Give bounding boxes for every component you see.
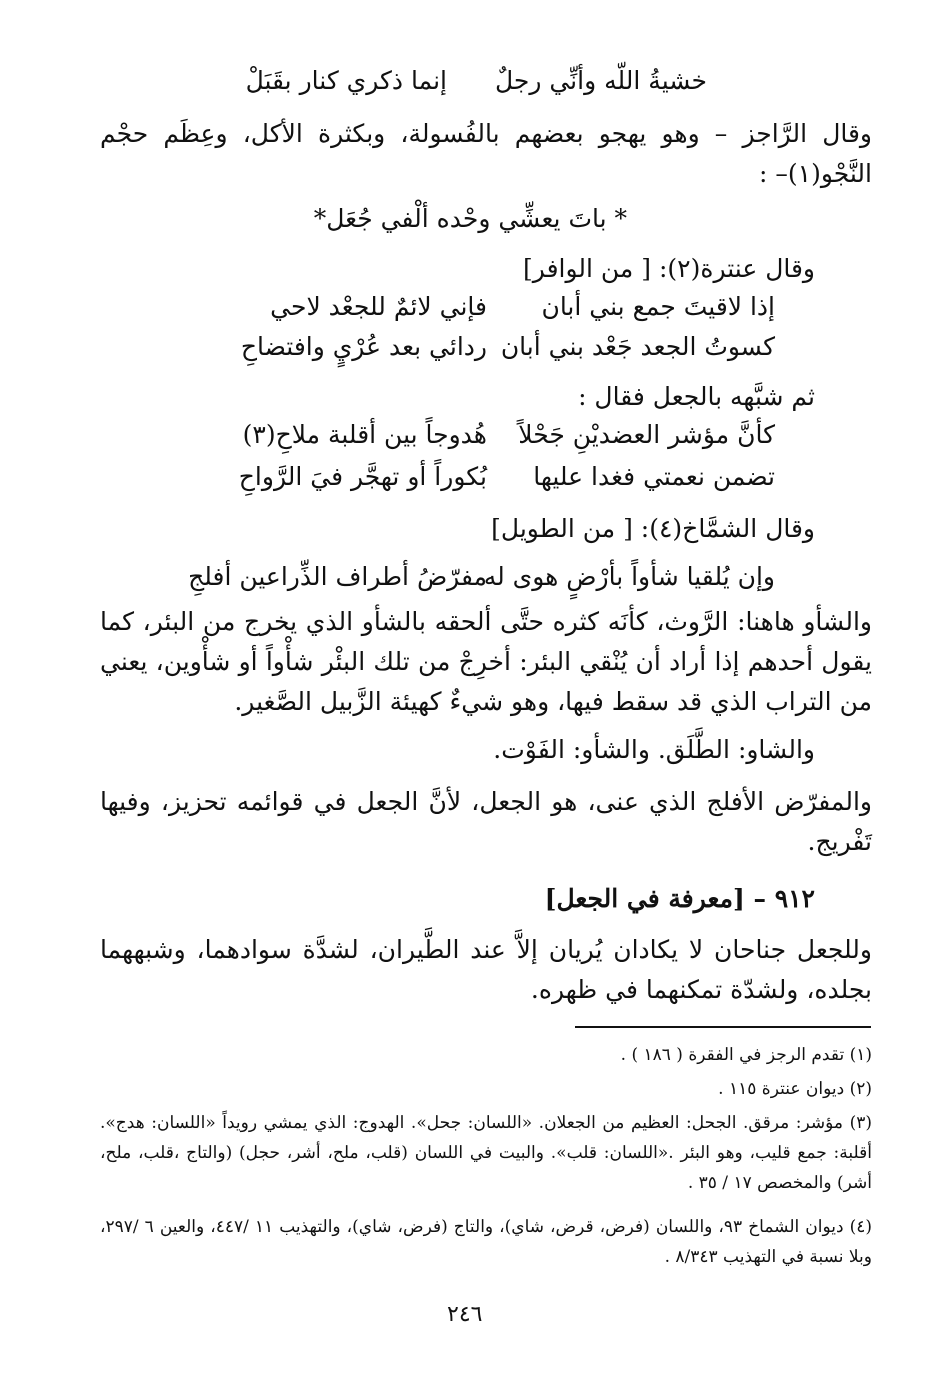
rajaz-line: * باتَ يعشِّي وحْده ألْفي جُعَل* bbox=[313, 204, 627, 233]
simile-intro: ثم شبَّهه بالجعل فقال : bbox=[578, 382, 815, 411]
antara-verse-1-left: فإني لائمٌ للجعْد لاحي bbox=[270, 292, 487, 321]
section-heading: ٩١٢ – [معرفة في الجعل] bbox=[544, 884, 815, 913]
antara-verse-1-right: إذا لاقيتَ جمع بني أبان bbox=[541, 292, 775, 321]
paragraph-mufarrad: والمفرّض الأفلج الذي عنى، هو الجعل، لأنَّ الجعل في قوائمه تحزيز، وفيها تَفْريج. bbox=[100, 787, 872, 856]
simile-verse-1-left: هُدوجاً بين أقلبة ملاحِ(٣) bbox=[242, 420, 487, 449]
paragraph-shaw: والشأو هاهنا: الرَّوث، كأنَه كثره حتَّى ألحقه بالشأو الذي يخرج من البئر، كما يقول أحدهم إذا أراد أن يُنْقي البئر: أخرِجْ من تلك البئْر شأْواً أو شأْوين، يعني من التراب الذي قد سقط فيها، وهو شيءٌ كهيئة الزَّبيل الصَّغير. bbox=[100, 607, 872, 716]
verse-top-left: إنما ذكري كنار بقَبَلْ bbox=[245, 66, 447, 95]
simile-verse-2-left: بُكوراً أو تهجَّر فيَ الرَّواحِ bbox=[238, 462, 487, 491]
verse-top-right: خشيةُ اللّه وأنِّي رجلٌ bbox=[494, 66, 707, 95]
paragraph-wings: وللجعل جناحان لا يكادان يُريان إلاَّ عند الطَّيران، لشدَّة سوادهما، وشبههما بجلده، ولشدّة تمكنهما في ظهره. bbox=[100, 935, 872, 1004]
antara-verse-2-right: كسوتُ الجعد جَعْد بني أبان bbox=[500, 332, 775, 361]
footnote-4: (٤) ديوان الشماخ ٩٣، واللسان (فرض، قرض، شاي)، والتاج (فرض، شاي)، والتهذيب ١١ /٤٤٧، والعين ٦ /٢٩٧، وبلا نسبة في التهذيب ٨/٣٤٣ . bbox=[100, 1217, 873, 1267]
footnote-3: (٣) مؤشر: مرقق. الجحل: العظيم من الجعلان. «اللسان: جحل». الهدوج: الذي يمشي رويداً «اللسان: هدج». أقلبة: جمع قليب، وهو البئر .«اللسان: قلب». والبيت في اللسان (قلب، ملح، أشر، حجل) (والتاج ،قلب، ملح، أشر) والمخصص ١٧ / ٣٥ . bbox=[100, 1113, 872, 1193]
paragraph-rajiz: وقال الرَّاجز – وهو يهجو بعضهم بالفُسولة، وبكثرة الأكل، وعِظَم حجْم النَّجْو(١)– : bbox=[100, 119, 872, 188]
simile-verse-1-right: كأنَّ مؤشر العضديْنِ جَحْلاً bbox=[518, 420, 775, 449]
shammakh-intro: وقال الشمَّاخ(٤): [ من الطويل] bbox=[491, 514, 815, 543]
antara-verse-2-left: ردائي بعد عُرْيٍ وافتضاحِ bbox=[240, 332, 487, 361]
simile-verse-2-right: تضمن نعمتي فغدا عليها bbox=[533, 462, 775, 491]
antara-intro: وقال عنترة(٢): [ من الوافر] bbox=[523, 254, 815, 283]
paragraph-shaw-2: والشاو: الطَّلَق. والشأو: الفَوْت. bbox=[493, 735, 815, 764]
footnote-2: (٢) ديوان عنترة ١١٥ . bbox=[718, 1079, 872, 1099]
footnote-separator bbox=[575, 1026, 871, 1028]
shammakh-verse-right: وإن يُلقيا شأواً بأرْضٍ هوى له bbox=[483, 562, 775, 591]
page-number: ٢٤٦ bbox=[447, 1302, 483, 1327]
footnote-1: (١) تقدم الرجز في الفقرة ( ١٨٦ ) . bbox=[620, 1045, 872, 1065]
shammakh-verse-left: مفرّضُ أطراف الذِّراعين أفلجِ bbox=[188, 562, 487, 591]
